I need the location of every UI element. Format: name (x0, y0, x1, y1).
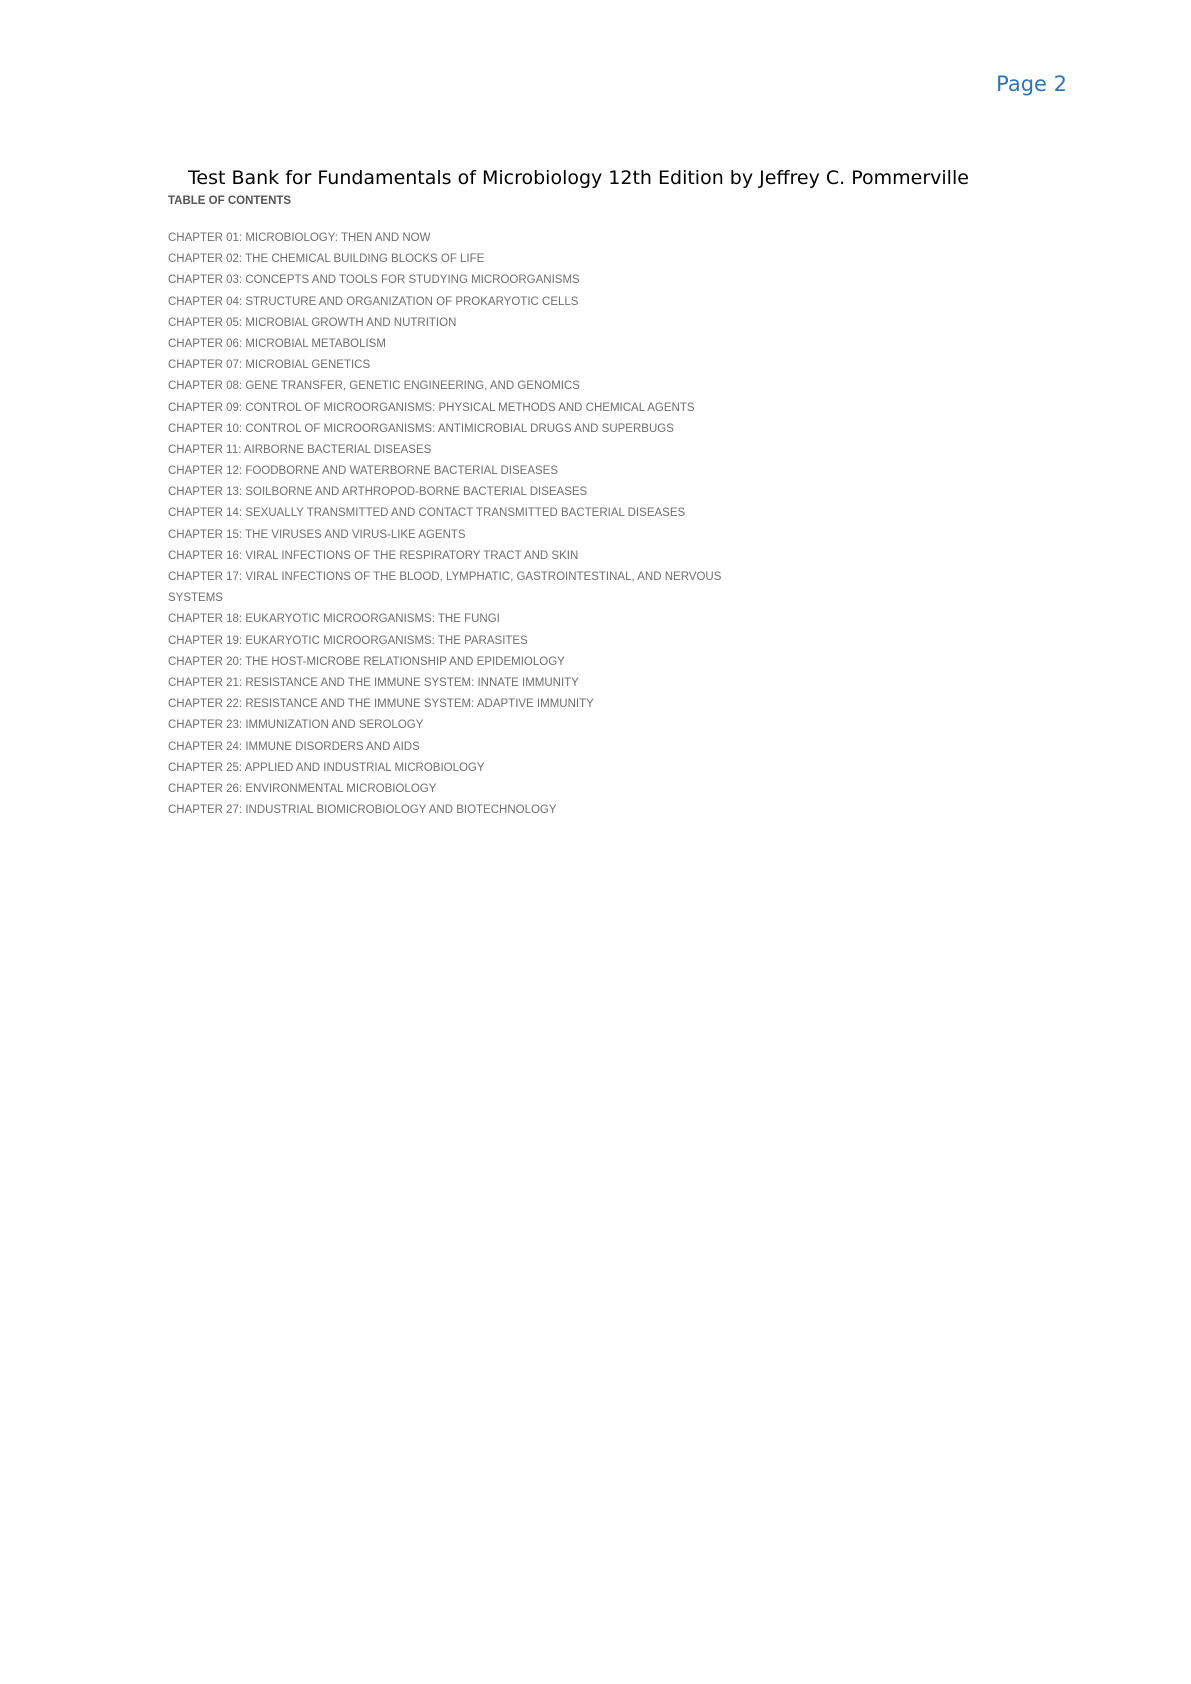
toc-list (168, 228, 721, 821)
toc-line: CHAPTER 17: VIRAL INFECTIONS OF THE BLOOD, LYMPHATIC, GASTROINTESTINAL, AND NERVOUS (168, 571, 722, 583)
toc-line: CHAPTER 24: IMMUNE DISORDERS AND AIDS (168, 740, 420, 753)
toc-line: CHAPTER 06: MICROBIAL METABOLISM (168, 337, 386, 350)
toc-line: CHAPTER 01: MICROBIOLOGY: THEN AND NOW (168, 232, 431, 244)
toc-line: CHAPTER 15: THE VIRUSES AND VIRUS-LIKE AGENTS (168, 528, 466, 541)
toc-line: CHAPTER 14: SEXUALLY TRANSMITTED AND CONTACT TRANSMITTED BACTERIAL DISEASES (168, 507, 686, 520)
toc-line: CHAPTER 08: GENE TRANSFER, GENETIC ENGINEERING, AND GENOMICS (168, 380, 580, 393)
toc-line: CHAPTER 13: SOILBORNE AND ARTHROPOD-BORNE BACTERIAL DISEASES (168, 486, 588, 499)
toc-line: CHAPTER 23: IMMUNIZATION AND SEROLOGY (168, 719, 424, 732)
toc-line: CHAPTER 12: FOODBORNE AND WATERBORNE BACTERIAL DISEASES (168, 465, 559, 478)
toc-line: CHAPTER 02: THE CHEMICAL BUILDING BLOCKS OF LIFE (168, 253, 485, 266)
toc-line: CHAPTER 07: MICROBIAL GENETICS (168, 359, 371, 372)
document-title: Test Bank for Fundamentals of Microbiology 12th Edition by Jeffrey C. Pommerville (188, 167, 969, 189)
toc-line: CHAPTER 22: RESISTANCE AND THE IMMUNE SYSTEM: ADAPTIVE IMMUNITY (168, 698, 594, 711)
toc-line: CHAPTER 10: CONTROL OF MICROORGANISMS: ANTIMICROBIAL DRUGS AND SUPERBUGS (168, 422, 674, 435)
toc-line: CHAPTER 09: CONTROL OF MICROORGANISMS: PHYSICAL METHODS AND CHEMICAL AGENTS (168, 401, 695, 414)
toc-line: CHAPTER 11: AIRBORNE BACTERIAL DISEASES (168, 443, 432, 456)
toc-line: CHAPTER 26: ENVIRONMENTAL MICROBIOLOGY (168, 782, 437, 795)
toc-line: CHAPTER 16: VIRAL INFECTIONS OF THE RESPIRATORY TRACT AND SKIN (168, 549, 579, 562)
toc-line: CHAPTER 20: THE HOST-MICROBE RELATIONSHIP AND EPIDEMIOLOGY (168, 655, 565, 668)
toc-line: SYSTEMS (168, 592, 223, 605)
toc-line: CHAPTER 19: EUKARYOTIC MICROORGANISMS: THE PARASITES (168, 634, 528, 647)
toc-line: CHAPTER 03: CONCEPTS AND TOOLS FOR STUDYING MICROORGANISMS (168, 274, 580, 287)
page-number: Page 2 (996, 72, 1067, 96)
toc-line: CHAPTER 05: MICROBIAL GROWTH AND NUTRITION (168, 316, 457, 329)
toc-line: CHAPTER 25: APPLIED AND INDUSTRIAL MICROBIOLOGY (168, 761, 485, 774)
toc-line: CHAPTER 04: STRUCTURE AND ORGANIZATION OF PROKARYOTIC CELLS (168, 295, 579, 308)
toc-heading: TABLE OF CONTENTS (168, 195, 292, 207)
toc-line: CHAPTER 21: RESISTANCE AND THE IMMUNE SYSTEM: INNATE IMMUNITY (168, 676, 579, 689)
toc-line: CHAPTER 18: EUKARYOTIC MICROORGANISMS: THE FUNGI (168, 613, 500, 626)
toc-line: CHAPTER 27: INDUSTRIAL BIOMICROBIOLOGY AND BIOTECHNOLOGY (168, 804, 557, 817)
